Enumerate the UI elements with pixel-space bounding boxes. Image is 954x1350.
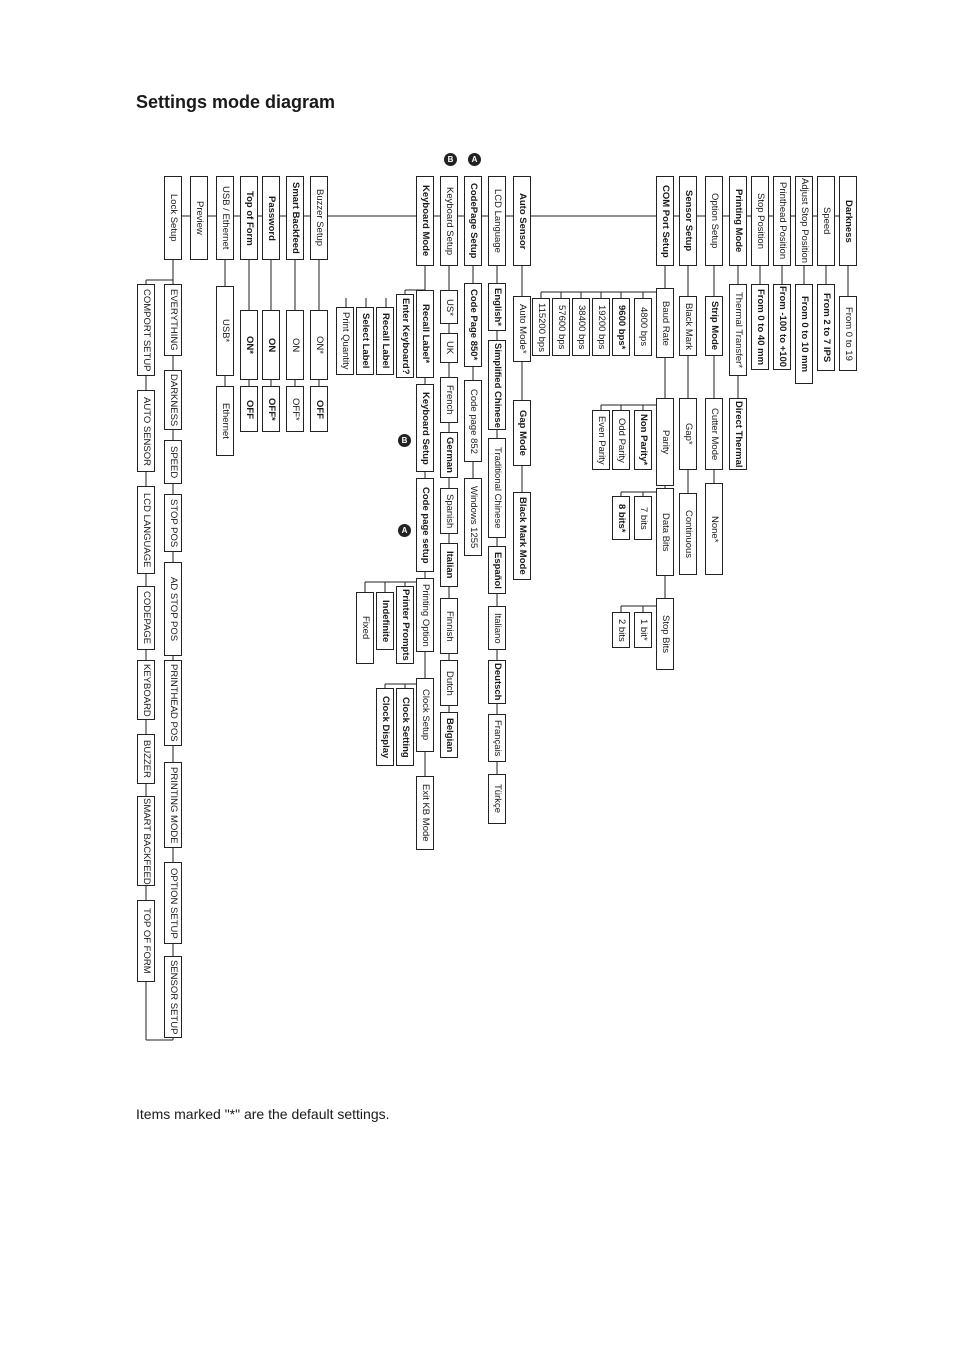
- node-b4800: 4800 bps: [634, 298, 652, 356]
- node-buzzer-setup: Buzzer Setup: [310, 176, 328, 260]
- node-lk-smart-backfeed: SMART BACKFEED: [137, 796, 155, 886]
- node-ethernet: Ethernet: [216, 386, 234, 456]
- node-italian: Italian: [440, 543, 458, 587]
- node-on-star: ON*: [310, 310, 328, 380]
- node-select-label: Select Label: [356, 307, 374, 375]
- node-black-mark: Black Mark: [679, 296, 697, 356]
- node-clock-display: Clock Display: [376, 688, 394, 766]
- node-bits7: 7 bits: [634, 496, 652, 540]
- node-printing-mode: Printing Mode: [729, 176, 747, 266]
- node-printhead-pos: Printhead Position: [773, 176, 791, 266]
- node-lk-sensor-setup: SENSOR SETUP: [164, 956, 182, 1038]
- node-bits8: 8 bits*: [612, 496, 630, 540]
- node-lk-stop-pos: STOP POS: [164, 494, 182, 552]
- node-french: French: [440, 377, 458, 423]
- badge-a-3: A: [398, 524, 411, 537]
- node-baud-rate: Baud Rate: [656, 288, 674, 358]
- node-bits2: 2 bits: [612, 612, 630, 648]
- node-deutsch: Deutsch: [488, 660, 506, 704]
- node-us: US*: [440, 290, 458, 324]
- node-on: ON: [286, 310, 304, 380]
- node-top-of-form: Top of Form: [240, 176, 258, 260]
- node-print-quantity: Print Quantity: [336, 307, 354, 375]
- node-b38400: 38400 bps: [572, 298, 590, 356]
- node-off2: OFF: [240, 386, 258, 432]
- node-belgian: Belgian: [440, 712, 458, 758]
- node-adjust-stop-range: From 0 to 10 mm: [795, 284, 813, 384]
- node-cp852: Code page 852: [464, 380, 482, 462]
- node-usb-ethernet: USB / Ethernet: [216, 176, 234, 260]
- node-parity: Parity: [656, 398, 674, 486]
- node-data-bits: Data Bits: [656, 488, 674, 576]
- node-exit-kb: Exit KB Mode: [416, 776, 434, 850]
- node-thermal-transfer: Thermal Transfer*: [729, 284, 747, 376]
- node-lk-printhead-pos: PRINTHEAD POS: [164, 660, 182, 746]
- badge-b-2: B: [398, 434, 411, 447]
- node-recall-label: Recall Label: [376, 307, 394, 375]
- node-stop-range: From 0 to 40 mm: [751, 284, 769, 370]
- node-lk-option-setup: OPTION SETUP: [164, 862, 182, 944]
- node-b9600: 9600 bps*: [612, 298, 630, 356]
- node-dutch: Dutch: [440, 660, 458, 706]
- node-printhead-range: From -100 to +100: [773, 284, 791, 370]
- node-fixed: Fixed: [356, 592, 374, 664]
- node-lk-darkness: DARKNESS: [164, 370, 182, 430]
- node-lk-ad-stop-pos: AD STOP POS: [164, 562, 182, 656]
- node-lk-printing-mode: PRINTING MODE: [164, 762, 182, 848]
- node-even-parity: Even Parity: [592, 410, 610, 470]
- node-auto-mode: Auto Mode*: [513, 296, 531, 362]
- node-lk-buzzer: BUZZER: [137, 734, 155, 784]
- node-francais: Français: [488, 714, 506, 762]
- node-adjust-stop: Adjust Stop Position: [795, 176, 813, 266]
- node-recall-label-star: Recall Label*: [416, 290, 434, 378]
- node-uk: UK: [440, 333, 458, 363]
- node-clock-setting: Clock Setting: [396, 688, 414, 766]
- node-spanish: Spanish: [440, 488, 458, 534]
- node-gap-mode: Gap Mode: [513, 400, 531, 466]
- node-printing-option: Printing Option: [416, 578, 434, 652]
- node-lk-speed: SPEED: [164, 440, 182, 484]
- node-b115200: 115200 bps: [532, 298, 550, 356]
- node-traditional-chinese: Traditional Chinese: [488, 438, 506, 538]
- node-on-star2: ON*: [240, 310, 258, 380]
- page-title: Settings mode diagram: [136, 92, 336, 112]
- node-auto-sensor: Auto Sensor: [513, 176, 531, 266]
- node-printer-prompts: Printer Prompts: [396, 586, 414, 664]
- node-turkce: Türkçe: [488, 774, 506, 824]
- node-odd-parity: Odd Parity: [612, 410, 630, 470]
- node-lk-auto-sensor: AUTO SENSOR: [137, 390, 155, 472]
- node-com-port: COM Port Setup: [656, 176, 674, 266]
- node-speed: Speed: [817, 176, 835, 266]
- node-lk-lcd-language: LCD LANGUAGE: [137, 486, 155, 574]
- node-none: None*: [705, 483, 723, 575]
- default-settings-note: Items marked "*" are the default settings.: [136, 1106, 390, 1122]
- node-preview: Preview: [190, 176, 208, 260]
- node-cp850: Code Page 850*: [464, 283, 482, 367]
- node-everything: EVERYTHING: [164, 284, 182, 356]
- node-smart-backfeed: Smart Backfeed: [286, 176, 304, 260]
- node-simplified-chinese: Simplified Chinese: [488, 340, 506, 430]
- node-b57600: 57600 bps: [552, 298, 570, 356]
- node-english: English*: [488, 283, 506, 331]
- node-darkness-range: From 0 to 19: [839, 296, 857, 371]
- node-italiano: Italiano: [488, 606, 506, 650]
- node-codepage-setup: CodePage Setup: [464, 176, 482, 266]
- node-gap: Gap*: [679, 398, 697, 470]
- node-keyboard-setup: Keyboard Setup: [440, 176, 458, 266]
- node-espanol: Español: [488, 546, 506, 594]
- node-continuous: Continuous: [679, 493, 697, 575]
- badge-b-1: B: [444, 153, 457, 166]
- node-lock-setup: Lock Setup: [164, 176, 182, 260]
- node-strip-mode: Strip Mode: [705, 296, 723, 356]
- node-option-setup: Option Setup: [705, 176, 723, 266]
- node-on2: ON: [262, 310, 280, 380]
- node-win1255: Windows 1255: [464, 478, 482, 556]
- node-lk-codepage: CODEPAGE: [137, 586, 155, 650]
- node-indefinite: Indefinite: [376, 592, 394, 650]
- node-password: Password: [262, 176, 280, 260]
- node-off: OFF: [310, 386, 328, 432]
- node-lk-keyboard: KEYBOARD: [137, 660, 155, 720]
- node-lk-comport: COMPORT SETUP: [137, 284, 155, 376]
- node-speed-range: From 2 to 7 IPS: [817, 284, 835, 371]
- node-clock-setup: Clock Setup: [416, 678, 434, 752]
- node-off-star2: OFF*: [262, 386, 280, 432]
- node-code-page-setup: Code page setup: [416, 478, 434, 572]
- node-stop-bits: Stop Bits: [656, 598, 674, 670]
- node-keyboard-mode: Keyboard Mode: [416, 176, 434, 266]
- node-lcd-language: LCD Language: [488, 176, 506, 266]
- node-usb-star: USB*: [216, 286, 234, 376]
- node-enter-keyboard: Enter Keyboard?: [396, 294, 414, 378]
- node-german: German: [440, 432, 458, 478]
- node-sensor-setup: Sensor Setup: [679, 176, 697, 266]
- node-non-parity: Non Parity*: [634, 410, 652, 470]
- node-direct-thermal: Direct Thermal: [729, 398, 747, 470]
- node-off-star: OFF*: [286, 386, 304, 432]
- node-keyboard-setup2: Keyboard Setup: [416, 384, 434, 472]
- node-black-mark-mode: Black Mark Mode: [513, 492, 531, 580]
- badge-a-0: A: [468, 153, 481, 166]
- node-lk-top-of-form: TOP OF FORM: [137, 900, 155, 982]
- node-finnish: Finnish: [440, 598, 458, 654]
- node-darkness: Darkness: [839, 176, 857, 266]
- node-bit1: 1 bit*: [634, 612, 652, 648]
- node-b19200: 19200 bps: [592, 298, 610, 356]
- node-stop-position: Stop Position: [751, 176, 769, 266]
- node-cutter-mode: Cutter Mode: [705, 398, 723, 470]
